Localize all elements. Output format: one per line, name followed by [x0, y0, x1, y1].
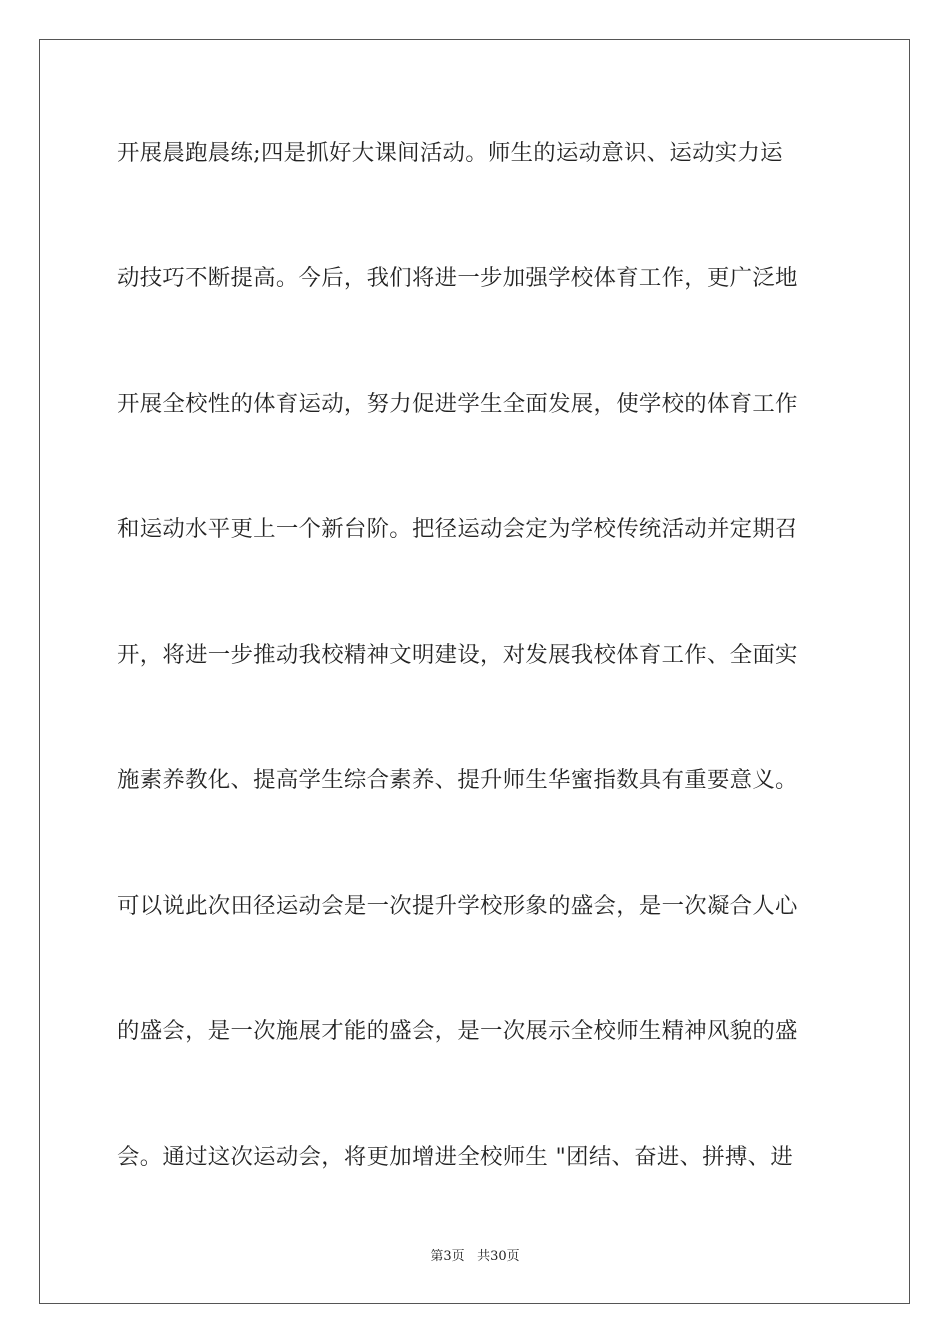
text-line-1: 开展晨跑晨练;四是抓好大课间活动。师生的运动意识、运动实力运	[117, 140, 783, 166]
total-pages: 共30页	[477, 1249, 520, 1264]
text-line-6: 施素养教化、提高学生综合素养、提升师生华蜜指数具有重要意义。	[117, 767, 798, 793]
text-line-7: 可以说此次田径运动会是一次提升学校形象的盛会，是一次凝合人心	[117, 893, 798, 919]
text-line-9: 会。通过这次运动会，将更加增进全校师生 "团结、奋进、拼搏、进	[117, 1144, 794, 1170]
text-line-2: 动技巧不断提高。今后，我们将进一步加强学校体育工作，更广泛地	[117, 265, 798, 291]
page-number: 第3页	[430, 1249, 465, 1264]
page-footer	[0, 1248, 950, 1266]
text-line-5: 开，将进一步推动我校精神文明建设，对发展我校体育工作、全面实	[117, 642, 798, 668]
text-line-8: 的盛会，是一次施展才能的盛会，是一次展示全校师生精神风貌的盛	[117, 1018, 798, 1044]
page-border	[39, 39, 910, 1304]
text-line-4: 和运动水平更上一个新台阶。把径运动会定为学校传统活动并定期召	[117, 516, 798, 542]
text-line-3: 开展全校性的体育运动，努力促进学生全面发展，使学校的体育工作	[117, 391, 798, 417]
